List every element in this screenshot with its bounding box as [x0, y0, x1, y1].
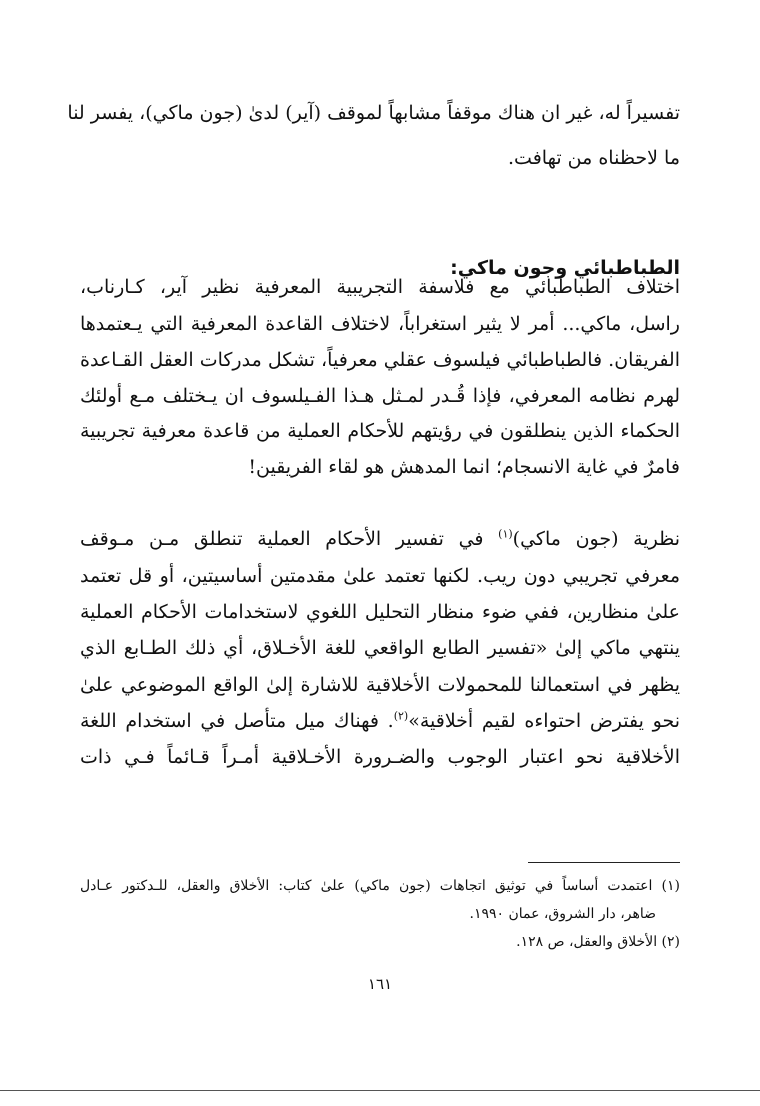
- intro-line-2: ما لاحظناه من تهافت.: [508, 147, 680, 169]
- footnote-2: (٢) الأخلاق والعقل، ص ١٢٨.: [516, 934, 680, 950]
- para2-line-3: علىٰ منظارين، ففي ضوء منظار التحليل اللغوي لاستخدامات الأحكام العملية: [80, 601, 680, 623]
- page-number: ١٦١: [367, 975, 393, 993]
- para2-line-1: [80, 526, 680, 552]
- para2-line-6-end: . فهناك ميل متأصل في استخدام اللغة: [80, 710, 394, 732]
- para2-line-2: معرفي تجريبي دون ريب. لكنها تعتمد علىٰ مقدمتين أساسيتين، أو قل تعتمد: [80, 565, 680, 587]
- para2-line-1-end: في تفسير الأحكام العملية تنطلق مـن مـوقف: [80, 528, 499, 550]
- para2-line-5: يظهر في استعمالنا للمحمولات الأخلاقية للاشارة إلىٰ الواقع الموضوعي علىٰ: [80, 674, 680, 696]
- para1-line-2: راسل، ماكي... أمر لا يثير استغراباً، لاختلاف القاعدة المعرفية التي يـعتمدها: [80, 313, 680, 335]
- para1-line-3: الفريقان. فالطباطبائي فيلسوف عقلي معرفياً، تشكل مدركات العقل القـاعدة: [80, 349, 680, 371]
- footnote-1-line-2: ضاهر، دار الشروق، عمان ١٩٩٠.: [469, 906, 656, 922]
- para2-line-7: الأخلاقية نحو اعتبار الوجوب والضـرورة الأخـلاقية أمـراً قـائماً فـي ذات: [80, 746, 680, 768]
- para2-line-6-start: نحو يفترض احتواءه لقيم أخلاقية»: [408, 710, 680, 732]
- footnote-1-line-1: (١) اعتمدت أساساً في توثيق اتجاهات (جون ماكي) علىٰ كتاب: الأخلاق والعقل، للـدكتور عـادل: [80, 878, 680, 894]
- para1-line-6: فامرٌ في غاية الانسجام؛ انما المدهش هو لقاء الفريقين!: [248, 456, 680, 478]
- section-heading: الطباطبائي وجون ماكي:: [450, 257, 680, 279]
- intro-line-1: تفسيراً له، غير ان هناك موقفاً مشابهاً لموقف (آير) لدىٰ (جون ماكي)، يفسر لنا: [67, 102, 680, 124]
- footnote-separator: [528, 862, 680, 863]
- footnote-ref-2: (٢): [393, 709, 409, 723]
- footnote-ref-1: (١): [498, 527, 513, 541]
- scan-edge-line: [0, 1090, 760, 1091]
- para2-line-4: ينتهي ماكي إلىٰ «تفسير الطابع الواقعي للغة الأخـلاق، أي ذلك الطـابع الذي: [80, 637, 680, 659]
- para1-line-4: لهرم نظامه المعرفي، فإذا قُـدر لمـثل هـذا الفـيلسوف ان يـختلف مـع أولئك: [80, 385, 680, 407]
- para1-line-5: الحكماء الذين ينطلقون في رؤيتهم للأحكام العملية من قاعدة معرفية تجريبية: [80, 420, 680, 442]
- para2-line-6: [80, 708, 680, 734]
- para1-line-1: اختلاف الطباطبائي مع فلاسفة التجريبية المعرفية نظير آير، كـارناب،: [80, 276, 680, 298]
- para2-line-1-start: نظرية (جون ماكي): [512, 528, 680, 550]
